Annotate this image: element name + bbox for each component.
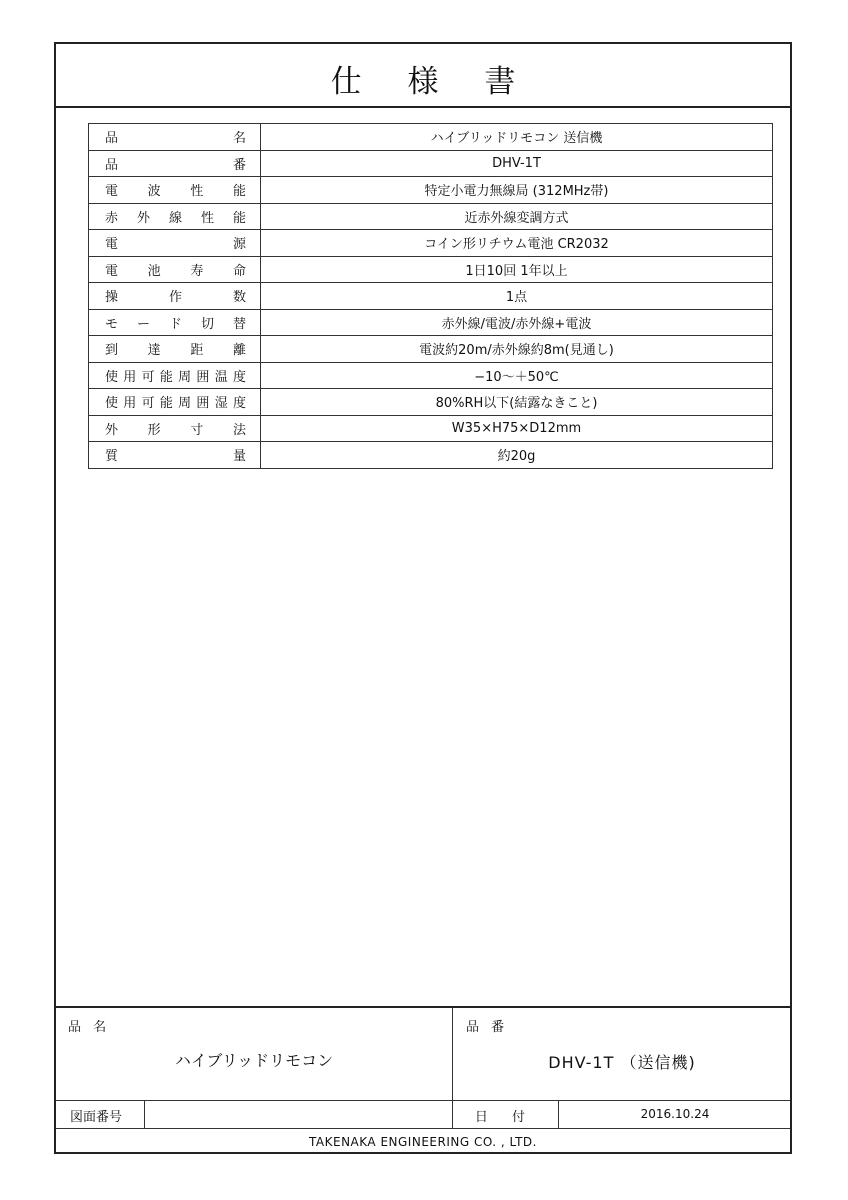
title-bar (56, 44, 790, 108)
product-no-value: DHV-1T （送信機) (548, 1053, 696, 1072)
spec-value: DHV-1T (261, 150, 773, 177)
spec-value: 1日10回 1年以上 (261, 256, 773, 283)
product-name-label: 品 名 (68, 1020, 111, 1035)
spec-label (89, 256, 261, 283)
spec-row (89, 442, 773, 469)
spec-label-text: 品 名 (105, 131, 246, 147)
spec-label (89, 124, 261, 151)
spec-label (89, 336, 261, 363)
spec-label-text: 質 量 (105, 449, 246, 465)
drawing-no-label: 図面番号 (70, 1110, 123, 1125)
spec-value: 近赤外線変調方式 (261, 203, 773, 230)
spec-row (89, 230, 773, 257)
divider (144, 1100, 145, 1128)
product-name-value: ハイブリッドリモコン (174, 1051, 334, 1070)
spec-row (89, 283, 773, 310)
spec-row (89, 256, 773, 283)
date-value: 2016.10.24 (640, 1107, 710, 1121)
spec-label-text: 赤 外 線 性 能 (105, 210, 246, 226)
spec-row (89, 336, 773, 363)
spec-row (89, 415, 773, 442)
spec-value: 赤外線/電波/赤外線+電波 (261, 309, 773, 336)
spec-row (89, 309, 773, 336)
spec-label (89, 415, 261, 442)
spec-label (89, 283, 261, 310)
spec-row (89, 362, 773, 389)
spec-value: コイン形リチウム電池 CR2032 (261, 230, 773, 257)
spec-label (89, 309, 261, 336)
title-block (56, 1006, 790, 1152)
spec-label (89, 150, 261, 177)
spec-label (89, 389, 261, 416)
spec-label-text: 電 池 寿 命 (105, 263, 246, 279)
spec-label-text: 外 形 寸 法 (105, 422, 246, 438)
spec-value: −10〜＋50℃ (261, 362, 773, 389)
spec-row (89, 389, 773, 416)
spec-row (89, 203, 773, 230)
company-name: TAKENAKA ENGINEERING CO. , LTD. (309, 1135, 537, 1149)
spec-label-text: 到 達 距 離 (105, 343, 246, 359)
spec-value: 電波約20m/赤外線約8m(見通し) (261, 336, 773, 363)
spec-value: 1点 (261, 283, 773, 310)
spec-value: 約20g (261, 442, 773, 469)
spec-label (89, 203, 261, 230)
spec-value: 80%RH以下(結露なきこと) (261, 389, 773, 416)
document-frame (54, 42, 792, 1154)
spec-label-text: 使 用 可 能 周 囲 温 度 (105, 369, 246, 385)
spec-value: 特定小電力無線局 (312MHz帯) (261, 177, 773, 204)
spec-label (89, 442, 261, 469)
spec-label-text: 使 用 可 能 周 囲 湿 度 (105, 396, 246, 412)
spec-label (89, 177, 261, 204)
spec-value: ハイブリッドリモコン 送信機 (261, 124, 773, 151)
spec-label (89, 230, 261, 257)
divider (56, 1100, 790, 1101)
document-title: 仕 様 書 (330, 64, 534, 100)
divider (56, 1128, 790, 1129)
spec-label-text: 品 番 (105, 157, 246, 173)
spec-row (89, 124, 773, 151)
spec-label-text: 電 波 性 能 (105, 184, 246, 200)
spec-table (88, 123, 773, 469)
spec-row (89, 150, 773, 177)
spec-label (89, 362, 261, 389)
spec-label-text: 操 作 数 (105, 290, 246, 306)
date-label: 日 付 (474, 1110, 536, 1125)
product-no-label: 品 番 (466, 1020, 509, 1035)
spec-label-text: モ ー ド 切 替 (105, 316, 246, 332)
spec-label-text: 電 源 (105, 237, 246, 253)
spec-row (89, 177, 773, 204)
spec-value: W35×H75×D12mm (261, 415, 773, 442)
